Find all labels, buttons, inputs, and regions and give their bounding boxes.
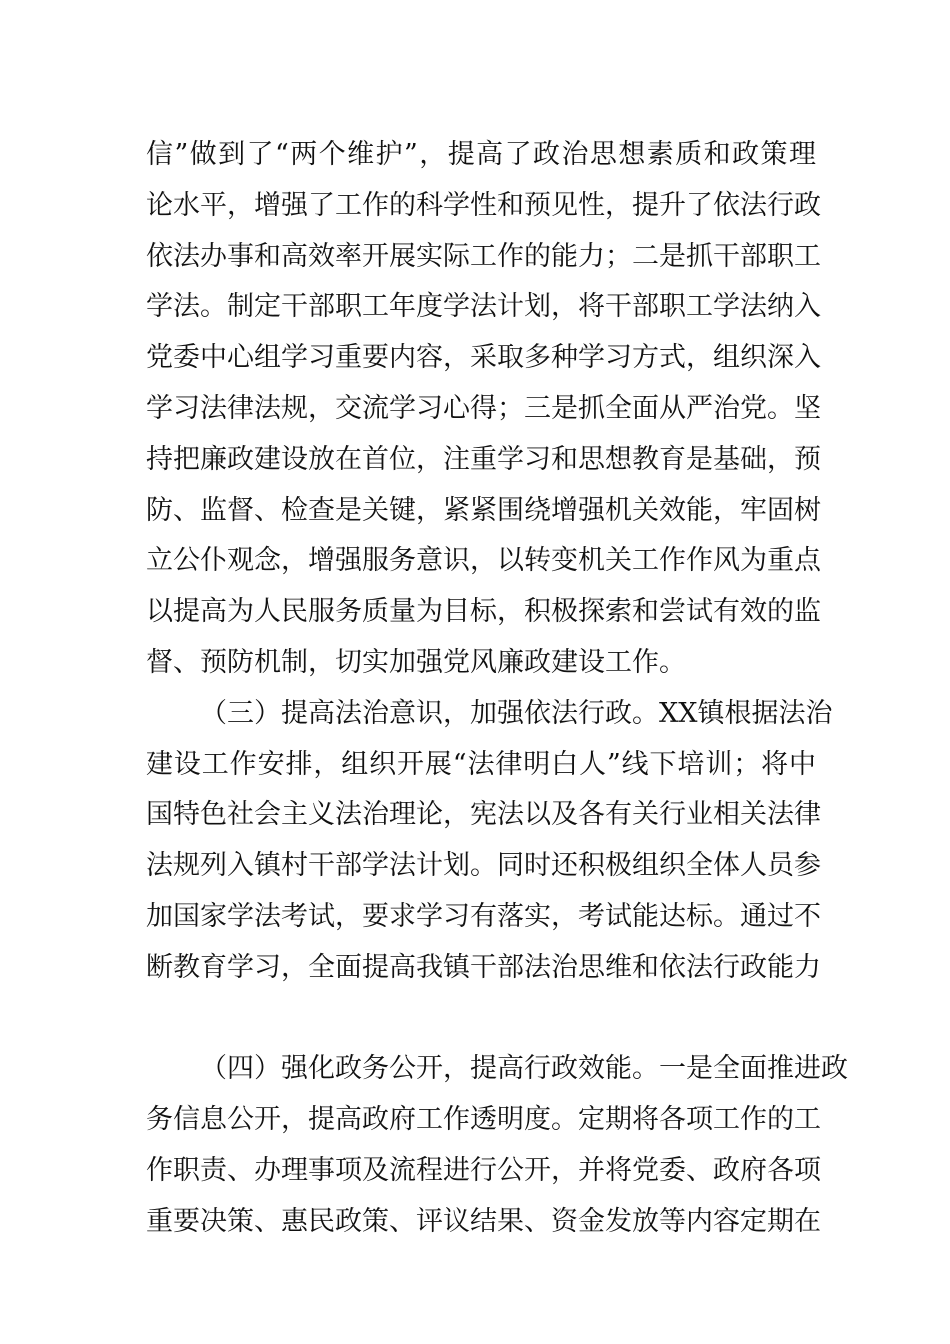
paragraph-line: 督、预防机制，切实加强党风廉政建设工作。 — [146, 646, 686, 678]
paragraph-line: 依法办事和高效率开展实际工作的能力；二是抓干部职工 — [146, 240, 821, 272]
paragraph-line: 学法。制定干部职工年度学法计划，将干部职工学法纳入 — [146, 291, 821, 323]
paragraph-line: 立公仆观念，增强服务意识，以转变机关工作作风为重点 — [146, 545, 821, 577]
section-heading-line: （四）强化政务公开，提高行政效能。一是全面推进政 — [200, 1053, 848, 1085]
paragraph-line: 建设工作安排，组织开展“法律明白人”线下培训；将中 — [146, 748, 816, 780]
paragraph-line: 学习法律法规，交流学习心得；三是抓全面从严治党。坚 — [146, 392, 821, 424]
paragraph-line: 重要决策、惠民政策、评议结果、资金发放等内容定期在 — [146, 1205, 821, 1237]
paragraph-line: 务信息公开，提高政府工作透明度。定期将各项工作的工 — [146, 1104, 821, 1136]
paragraph-line: 法规列入镇村干部学法计划。同时还积极组织全体人员参 — [146, 850, 821, 882]
paragraph-line: 以提高为人民服务质量为目标，积极探索和尝试有效的监 — [146, 596, 821, 628]
paragraph-line: 防、监督、检查是关键，紧紧围绕增强机关效能，牢固树 — [146, 494, 821, 526]
paragraph-line: 持把廉政建设放在首位，注重学习和思想教育是基础，预 — [146, 443, 821, 475]
blank-line — [146, 994, 816, 1045]
paragraph-line: 加国家学法考试，要求学习有落实，考试能达标。通过不 — [146, 900, 821, 932]
paragraph-line: 论水平，增强了工作的科学性和预见性，提升了依法行政 — [146, 189, 821, 221]
section-heading-line: （三）提高法治意识，加强依法行政。XX镇根据法治 — [200, 697, 833, 729]
paragraph-line: 断教育学习，全面提高我镇干部法治思维和依法行政能力 — [146, 951, 821, 983]
paragraph-line: 信”做到了“两个维护”，提高了政治思想素质和政策理 — [146, 139, 816, 170]
paragraph-line: 国特色社会主义法治理论，宪法以及各有关行业相关法律 — [146, 799, 821, 831]
paragraph-line: 党委中心组学习重要内容，采取多种学习方式，组织深入 — [146, 342, 821, 374]
paragraph-line: 作职责、办理事项及流程进行公开，并将党委、政府各项 — [146, 1154, 821, 1186]
document-body — [146, 130, 848, 1248]
